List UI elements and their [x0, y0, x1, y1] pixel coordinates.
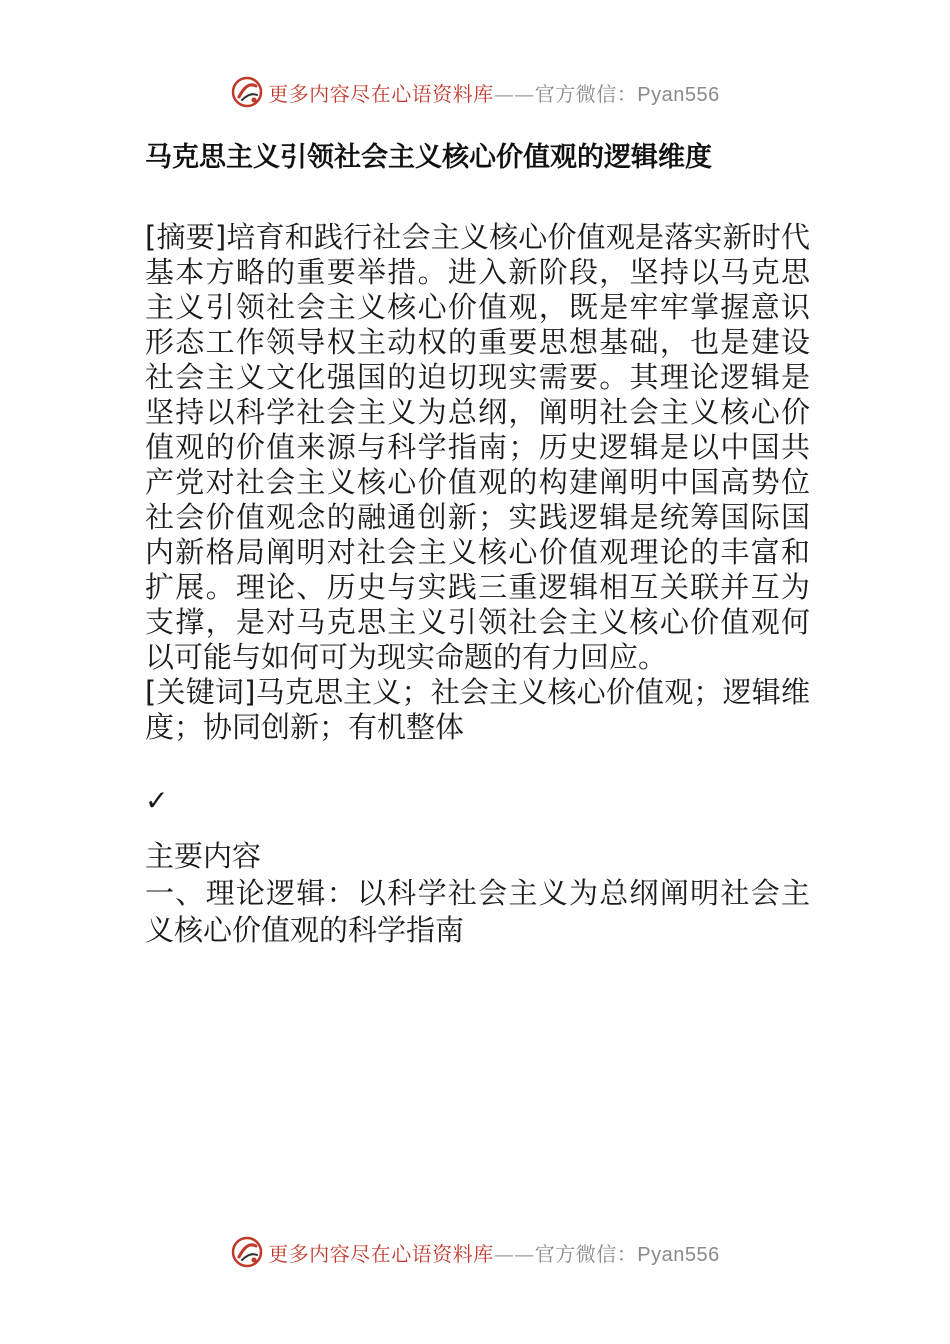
header-slogan	[268, 78, 719, 107]
document-body	[145, 138, 810, 949]
logo-icon	[230, 1235, 264, 1269]
main-content-heading: 主要内容	[145, 839, 262, 873]
section-heading-1: 一、理论逻辑：以科学社会主义为总纲阐明社会主义核心价值观的科学指南	[145, 876, 810, 947]
wechat-label: 官方微信：	[534, 1241, 638, 1266]
document-title: 马克思主义引领社会主义核心价值观的逻辑维度	[145, 142, 712, 173]
header-banner	[0, 72, 950, 112]
keywords-paragraph: [关键词]马克思主义；社会主义核心价值观；逻辑维度；协同创新；有机整体	[145, 675, 810, 744]
slogan-text: 更多内容尽在心语资料库	[268, 1241, 494, 1266]
footer-banner	[0, 1232, 950, 1272]
logo-icon	[230, 75, 264, 109]
wechat-id: Pyan556	[637, 83, 720, 106]
wechat-id: Pyan556	[637, 1243, 720, 1266]
wechat-label: 官方微信：	[534, 81, 638, 106]
abstract-paragraph: [摘要]培育和践行社会主义核心价值观是落实新时代基本方略的重要举措。进入新阶段，坚持以马克思主义引领社会主义核心价值观，既是牢牢掌握意识形态工作领导权主动权的重要思想基础，也是建设社会主义文化强国的迫切现实需要。其理论逻辑是坚持以科学社会主义为总纲，阐明社会主义核心价值观的价值来源与科学指南；历史逻辑是以中国共产党对社会主义核心价值观的构建阐明中国高势位社会价值观念的融通创新；实践逻辑是统筹国际国内新格局阐明对社会主义核心价值观理论的丰富和扩展。理论、历史与实践三重逻辑相互关联并互为支撑，是对马克思主义引领社会主义核心价值观何以可能与如何可为现实命题的有力回应。	[145, 220, 810, 674]
slogan-dash: ——	[493, 81, 535, 106]
slogan-dash: ——	[493, 1241, 535, 1266]
footer-slogan	[268, 1238, 719, 1267]
check-mark-icon: ✓	[145, 784, 169, 817]
slogan-text: 更多内容尽在心语资料库	[268, 81, 494, 106]
